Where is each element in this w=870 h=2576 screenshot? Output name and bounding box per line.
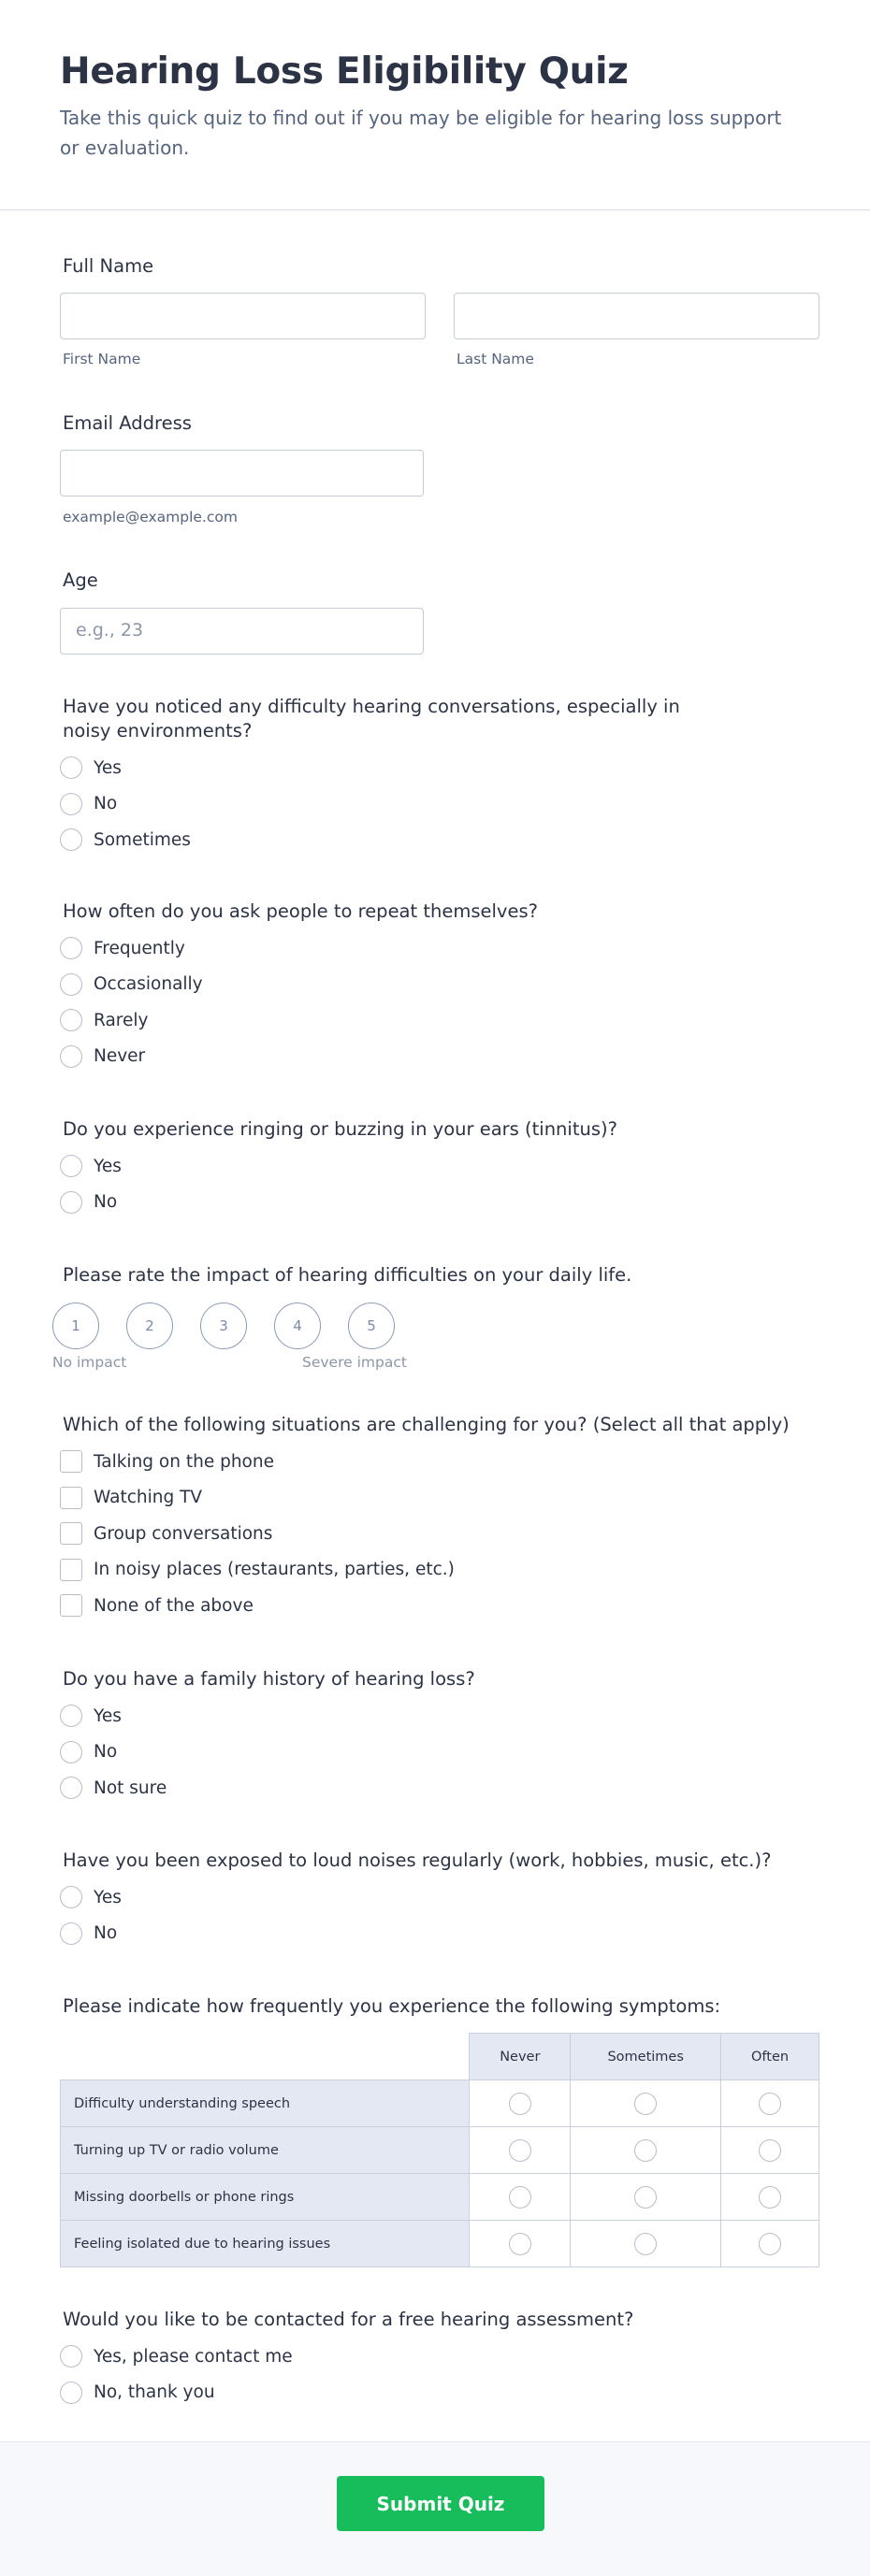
family-option-yes[interactable]: Yes (60, 1698, 818, 1734)
checkbox[interactable] (60, 1487, 82, 1509)
radio-button[interactable] (759, 2186, 781, 2209)
noise-question (60, 1849, 818, 1951)
difficulty-label: Have you noticed any difficulty hearing conversations, especially in noisy environments? (63, 696, 680, 741)
radio-button[interactable] (759, 2233, 781, 2255)
radio-button[interactable] (60, 1045, 82, 1068)
email-sublabel: example@example.com (63, 509, 238, 525)
email-input[interactable] (60, 450, 424, 496)
noise-option-yes[interactable]: Yes (60, 1879, 818, 1916)
situations-options (60, 1444, 818, 1624)
difficulty-options (60, 750, 818, 858)
matrix-cell[interactable] (470, 2174, 571, 2221)
family-question (60, 1667, 818, 1806)
difficulty-question (60, 695, 818, 858)
contact-option-yes[interactable]: Yes, please contact me (60, 2339, 818, 2375)
matrix-row-label: Turning up TV or radio volume (61, 2127, 470, 2174)
scale-max-caption: Severe impact (302, 1354, 407, 1371)
tinnitus-option-no[interactable]: No (60, 1185, 818, 1221)
radio-button[interactable] (60, 1155, 82, 1177)
family-label: Do you have a family history of hearing loss? (63, 1668, 475, 1690)
radio-button[interactable] (509, 2186, 531, 2209)
scale-option-1[interactable]: 1 (52, 1302, 99, 1349)
email-question (60, 411, 818, 436)
radio-button[interactable] (60, 1922, 82, 1945)
radio-button[interactable] (634, 2233, 657, 2255)
radio-button[interactable] (60, 756, 82, 779)
matrix-corner (61, 2034, 470, 2080)
full-name-question (60, 254, 818, 279)
checkbox[interactable] (60, 1522, 82, 1545)
radio-button[interactable] (60, 2345, 82, 2367)
repeat-option-occasionally[interactable]: Occasionally (60, 967, 818, 1003)
matrix-col-never: Never (470, 2034, 571, 2080)
age-label: Age (63, 569, 98, 591)
radio-button[interactable] (60, 828, 82, 851)
matrix-cell[interactable] (721, 2127, 819, 2174)
radio-button[interactable] (759, 2093, 781, 2115)
matrix-row (61, 2127, 819, 2174)
tinnitus-options (60, 1148, 818, 1220)
noise-label: Have you been exposed to loud noises regularly (work, hobbies, music, etc.)? (63, 1849, 772, 1871)
age-input[interactable]: e.g., 23 (60, 608, 424, 655)
symptoms-matrix (60, 2033, 819, 2267)
noise-options (60, 1879, 818, 1951)
page-subtitle: Take this quick quiz to find out if you may be eligible for hearing loss support or evaluation. (60, 107, 782, 159)
email-label: Email Address (63, 412, 192, 434)
contact-option-no[interactable]: No, thank you (60, 2375, 818, 2411)
matrix-cell[interactable] (721, 2174, 819, 2221)
repeat-option-frequently[interactable]: Frequently (60, 930, 818, 967)
radio-button[interactable] (60, 1009, 82, 1031)
checkbox[interactable] (60, 1559, 82, 1581)
matrix-col-often: Often (721, 2034, 819, 2080)
page-title: Hearing Loss Eligibility Quiz (60, 50, 629, 93)
tinnitus-question (60, 1117, 818, 1220)
radio-button[interactable] (60, 1777, 82, 1799)
matrix-cell[interactable] (571, 2080, 721, 2127)
matrix-row (61, 2174, 819, 2221)
radio-button[interactable] (60, 1741, 82, 1763)
repeat-label: How often do you ask people to repeat themselves? (63, 900, 538, 922)
last-name-sublabel: Last Name (457, 351, 534, 367)
matrix-cell[interactable] (571, 2221, 721, 2267)
scale-option-3[interactable]: 3 (200, 1302, 247, 1349)
situation-option-tv[interactable]: Watching TV (60, 1480, 818, 1517)
situation-option-noisy[interactable]: In noisy places (restaurants, parties, etc.) (60, 1552, 818, 1589)
scale-option-5[interactable]: 5 (348, 1302, 395, 1349)
radio-button[interactable] (759, 2139, 781, 2162)
radio-button[interactable] (509, 2233, 531, 2255)
repeat-options (60, 930, 818, 1074)
scale-min-caption: No impact (52, 1354, 127, 1371)
matrix-row-label: Difficulty understanding speech (61, 2080, 470, 2127)
repeat-option-rarely[interactable]: Rarely (60, 1002, 818, 1039)
checkbox[interactable] (60, 1450, 82, 1473)
family-option-not-sure[interactable]: Not sure (60, 1770, 818, 1806)
symptoms-question (60, 1994, 818, 2019)
radio-button[interactable] (60, 793, 82, 815)
tinnitus-option-yes[interactable]: Yes (60, 1148, 818, 1185)
radio-button[interactable] (509, 2093, 531, 2115)
matrix-cell[interactable] (571, 2174, 721, 2221)
first-name-sublabel: First Name (63, 351, 141, 367)
difficulty-option-yes[interactable]: Yes (60, 750, 818, 786)
contact-options (60, 2339, 818, 2411)
situation-option-none[interactable]: None of the above (60, 1588, 818, 1624)
difficulty-option-sometimes[interactable]: Sometimes (60, 822, 818, 858)
contact-label: Would you like to be contacted for a free hearing assessment? (63, 2309, 634, 2330)
matrix-cell[interactable] (721, 2221, 819, 2267)
contact-question (60, 2308, 818, 2411)
matrix-cell[interactable] (470, 2221, 571, 2267)
matrix-row (61, 2221, 819, 2267)
matrix-cell[interactable] (721, 2080, 819, 2127)
radio-button[interactable] (60, 1191, 82, 1214)
repeat-question (60, 899, 818, 1074)
radio-button[interactable] (509, 2139, 531, 2162)
radio-button[interactable] (60, 1705, 82, 1727)
radio-button[interactable] (634, 2139, 657, 2162)
matrix-cell[interactable] (470, 2127, 571, 2174)
radio-button[interactable] (60, 2382, 82, 2404)
age-question (60, 568, 818, 593)
family-options (60, 1698, 818, 1806)
matrix-header-row (61, 2034, 819, 2080)
repeat-option-never[interactable]: Never (60, 1039, 818, 1075)
impact-question (60, 1263, 818, 1288)
impact-label: Please rate the impact of hearing difficulties on your daily life. (63, 1264, 632, 1286)
checkbox[interactable] (60, 1594, 82, 1617)
difficulty-option-no[interactable]: No (60, 786, 818, 823)
radio-button[interactable] (634, 2186, 657, 2209)
noise-option-no[interactable]: No (60, 1916, 818, 1952)
scale-option-4[interactable]: 4 (274, 1302, 321, 1349)
situation-option-group[interactable]: Group conversations (60, 1516, 818, 1552)
situations-label: Which of the following situations are challenging for you? (Select all that apply) (63, 1414, 790, 1435)
full-name-label: Full Name (63, 255, 154, 277)
matrix-row-label: Feeling isolated due to hearing issues (61, 2221, 470, 2267)
symptoms-label: Please indicate how frequently you experience the following symptoms: (63, 1995, 721, 2017)
matrix-row (61, 2080, 819, 2127)
situation-option-phone[interactable]: Talking on the phone (60, 1444, 818, 1480)
family-option-no[interactable]: No (60, 1734, 818, 1771)
matrix-cell[interactable] (571, 2127, 721, 2174)
submit-button[interactable]: Submit Quiz (337, 2476, 544, 2531)
matrix-cell[interactable] (470, 2080, 571, 2127)
first-name-input[interactable] (60, 293, 426, 339)
radio-button[interactable] (634, 2093, 657, 2115)
form-header (0, 0, 870, 210)
scale-option-2[interactable]: 2 (126, 1302, 173, 1349)
last-name-input[interactable] (454, 293, 819, 339)
tinnitus-label: Do you experience ringing or buzzing in your ears (tinnitus)? (63, 1118, 617, 1140)
situations-question (60, 1413, 818, 1624)
radio-button[interactable] (60, 1886, 82, 1908)
matrix-row-label: Missing doorbells or phone rings (61, 2174, 470, 2221)
radio-button[interactable] (60, 973, 82, 996)
impact-scale (52, 1302, 422, 1349)
matrix-col-sometimes: Sometimes (571, 2034, 721, 2080)
radio-button[interactable] (60, 937, 82, 959)
